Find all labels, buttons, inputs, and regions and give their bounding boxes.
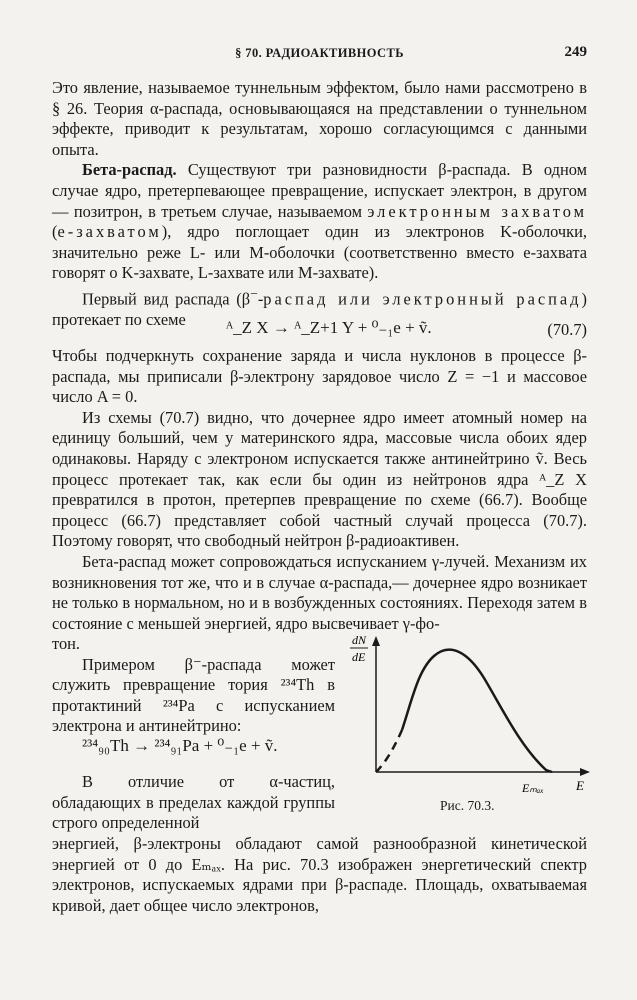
text-run: −	[250, 285, 258, 301]
paragraph-scheme: Из схемы (70.7) видно, что дочернее ядро имеет атомный номер на единицу больший, чем у материнского ядра, массовые числа обоих ядер одинаковы. Наряду с электроном испускается также антинейтрино ṽ. Весь процесс протекает так, как если бы один из нейтронов ядра ᴬ_Z X превратился в протон, претерпев превращение по схеме (66.7). Вообще процесс (66.7) представляет собой частный случай процесса (70.7). Поэтому говорят, что свободный нейтрон β-радиоактивен.	[52, 407, 587, 551]
y-axis-arrow	[372, 636, 380, 646]
text-run: -	[257, 289, 264, 309]
figure-caption: Рис. 70.3.	[440, 798, 495, 813]
spaced-term: электронным захватом	[367, 201, 587, 221]
text-run: ) протекает по схеме	[52, 289, 587, 329]
spectrum-curve	[402, 650, 552, 772]
beta-decay-heading: Бета-распад.	[82, 160, 177, 180]
paragraph-gamma: Бета-распад может сопровождаться испусканием γ-лучей. Механизм их возникновения тот же, что и в случае α-распада,— дочернее ядро возникает не только в нормальном, но и в возбужденных состояниях. Переходя затем в состояние с меньшей энергией, ядро высвечивает γ-фо-	[52, 551, 587, 633]
text-run: Существуют три разновидности β-распада. В одном случае ядро, претерпевающее превращение, испускает электрон, в другом — позитрон, в третьем случае, называемом	[52, 160, 587, 221]
text-block-bottom	[52, 834, 587, 916]
text-run: (	[52, 222, 58, 242]
text-run: ), ядро поглощает один из электронов K-оболочки, значительно реже L- или M-оболочки (соответственно вместо e-захвата говорят о K-захвате, L-захвате или M-захвате).	[52, 222, 587, 283]
spaced-term: e-захватом	[57, 222, 162, 242]
emax-label: Eₘₐₓ	[522, 781, 544, 795]
paragraph-tunnel-effect: Это явление, называемое туннельным эффектом, было нами рассмотрено в § 26. Теория α-распада, основывающаяся на представлении о туннельном эффекте, приводит к результатам, хорошо согласующимся с данными опыта.	[52, 78, 587, 159]
running-header	[52, 46, 587, 66]
text-run: Первый вид распада (β	[82, 289, 251, 309]
spaced-term: распад или электронный распад	[263, 289, 582, 309]
equation-number: (70.7)	[547, 320, 587, 339]
y-label-numerator: dN	[352, 633, 367, 647]
spectrum-curve-dashed	[376, 730, 402, 772]
paragraph-gamma-end: тон.	[52, 634, 81, 653]
paragraph-beta-decay	[52, 160, 587, 284]
beta-spectrum-figure	[346, 630, 596, 815]
paragraph-alpha-contrast: В отличие от α-частиц, обладающих в пределах каждой группы строго определенной	[52, 772, 335, 833]
equation-70-7: ᴬ_Z X → ᴬ_Z+1 Y + ⁰₋₁e + ṽ.	[226, 318, 432, 337]
paragraph-thorium-example: Примером β⁻-распада может служить превращение тория ²³⁴Th в протактиний ²³⁴Pa с испусканием электрона и антинейтрино:	[52, 654, 335, 736]
section-title: § 70. РАДИОАКТИВНОСТЬ	[235, 46, 404, 60]
y-label-denominator: dE	[352, 650, 366, 664]
text-block-narrow-2	[52, 772, 335, 834]
x-axis-label: E	[576, 778, 584, 793]
text-block-narrow	[52, 634, 335, 737]
text-block-middle	[52, 346, 587, 634]
text-block-top	[52, 78, 587, 331]
page-number: 249	[564, 44, 587, 60]
equation-thorium: ²³⁴₉₀Th → ²³⁴₉₁Pa + ⁰₋₁e + ṽ.	[82, 736, 278, 755]
x-axis-arrow	[580, 768, 590, 776]
paragraph-charge-conservation: Чтобы подчеркнуть сохранение заряда и числа нуклонов в процессе β-распада, мы приписали β-электрону зарядовое число Z = −1 и массовое число A = 0.	[52, 346, 587, 407]
paragraph-energy-spectrum: энергией, β-электроны обладают самой разнообразной кинетической энергией от 0 до Eₘₐₓ. На рис. 70.3 изображен энергетический спектр электронов, испускаемых ядрами при β-распаде. Площадь, охватываемая кривой, дает общее число электронов,	[52, 834, 587, 915]
